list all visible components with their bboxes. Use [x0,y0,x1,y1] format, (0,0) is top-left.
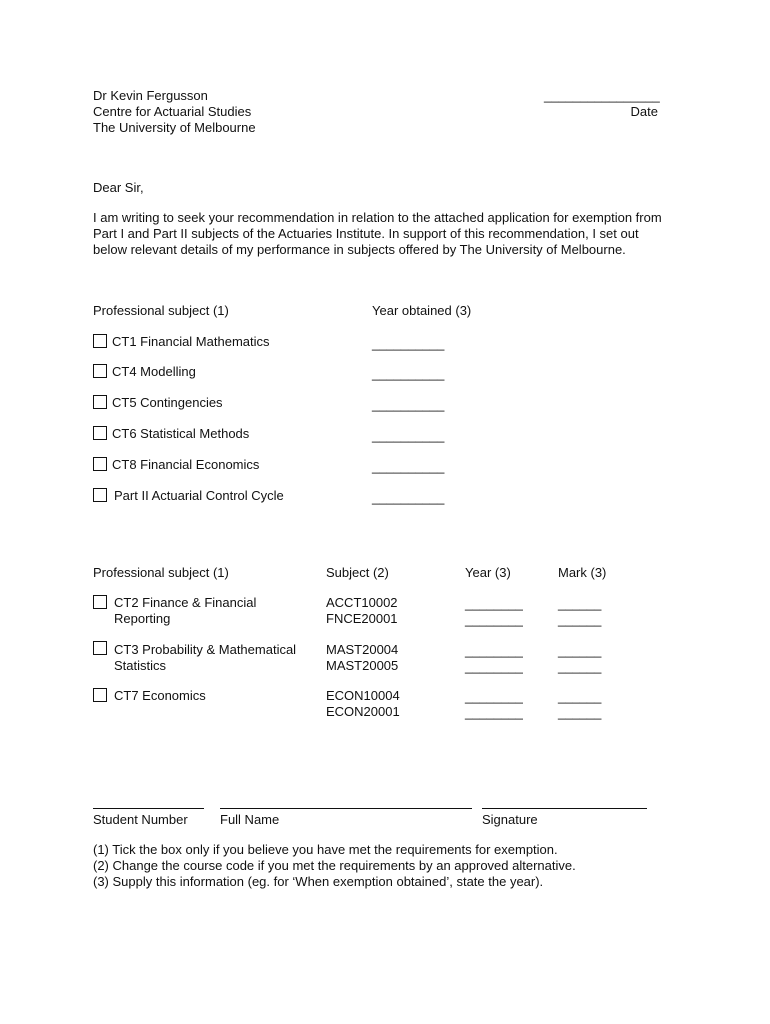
note-2: (2) Change the course code if you met the requirements by an approved alternative. [93,858,576,873]
code-ct3-2: MAST20005 [326,658,399,673]
sender-name: Dr Kevin Fergusson [93,88,208,103]
student-number-line[interactable] [93,808,204,809]
table1-header-subject: Professional subject (1) [93,303,229,318]
mark-blank-ct3-2: ______ [558,659,602,674]
table2-header-code: Subject (2) [326,565,389,580]
subject-label-ct3-line2: Statistics [114,658,167,673]
year-blank-ct2-1: ________ [465,596,523,611]
table2-header-subject: Professional subject (1) [93,565,229,580]
sender-centre: Centre for Actuarial Studies [93,104,252,119]
checkbox-ct6[interactable] [93,426,107,440]
subject-label-part2: Part II Actuarial Control Cycle [114,488,284,503]
sender-university: The University of Melbourne [93,120,256,135]
year-blank-ct5: __________ [372,397,445,412]
greeting: Dear Sir, [93,180,144,195]
checkbox-ct5[interactable] [93,395,107,409]
subject-label-ct3-line1: CT3 Probability & Mathematical [114,642,297,657]
table2-header-mark: Mark (3) [558,565,607,580]
mark-blank-ct2-2: ______ [558,612,602,627]
mark-blank-ct7-1: ______ [558,689,602,704]
full-name-line[interactable] [220,808,472,809]
subject-label-ct2-line2: Reporting [114,611,171,626]
year-blank-ct6: __________ [372,428,445,443]
subject-label-ct6: CT6 Statistical Methods [112,426,250,441]
subject-label-ct7: CT7 Economics [114,688,206,703]
code-ct2-1: ACCT10002 [326,595,398,610]
subject-label-ct8: CT8 Financial Economics [112,457,260,472]
mark-blank-ct2-1: ______ [558,596,602,611]
signature-line[interactable] [482,808,647,809]
table2-header-year: Year (3) [465,565,511,580]
year-blank-ct8: __________ [372,459,445,474]
year-blank-ct3-2: ________ [465,659,523,674]
checkbox-ct2[interactable] [93,595,107,609]
year-blank-ct1: __________ [372,336,445,351]
code-ct3-1: MAST20004 [326,642,399,657]
code-ct2-2: FNCE20001 [326,611,398,626]
code-ct7-2: ECON20001 [326,704,400,719]
code-ct7-1: ECON10004 [326,688,400,703]
table1-header-year: Year obtained (3) [372,303,472,318]
note-1: (1) Tick the box only if you believe you have met the requirements for exemption. [93,842,558,857]
body-paragraph: I am writing to seek your recommendation in relation to the attached application for exemption from Part I and Part II subjects of the Actuaries Institute. In support of this recommendation, I set out below relevant details of my performance in subjects offered by The University of Melbourne. [93,210,662,257]
subject-label-ct1: CT1 Financial Mathematics [112,334,270,349]
year-blank-part2: __________ [372,490,445,505]
year-blank-ct2-2: ________ [465,612,523,627]
subject-label-ct4: CT4 Modelling [112,364,196,379]
date-blank: ________________ [544,88,660,103]
year-blank-ct4: __________ [372,366,445,381]
mark-blank-ct3-1: ______ [558,643,602,658]
note-3: (3) Supply this information (eg. for ‘When exemption obtained’, state the year). [93,874,544,889]
checkbox-ct7[interactable] [93,688,107,702]
checkbox-ct4[interactable] [93,364,107,378]
year-blank-ct7-1: ________ [465,689,523,704]
student-number-label: Student Number [93,812,188,827]
full-name-label: Full Name [220,812,280,827]
checkbox-ct3[interactable] [93,641,107,655]
subject-label-ct2-line1: CT2 Finance & Financial [114,595,257,610]
date-label: Date [630,104,658,119]
year-blank-ct3-1: ________ [465,643,523,658]
checkbox-ct8[interactable] [93,457,107,471]
checkbox-ct1[interactable] [93,334,107,348]
subject-label-ct5: CT5 Contingencies [112,395,223,410]
checkbox-part2[interactable] [93,488,107,502]
signature-label: Signature [482,812,538,827]
year-blank-ct7-2: ________ [465,705,523,720]
mark-blank-ct7-2: ______ [558,705,602,720]
